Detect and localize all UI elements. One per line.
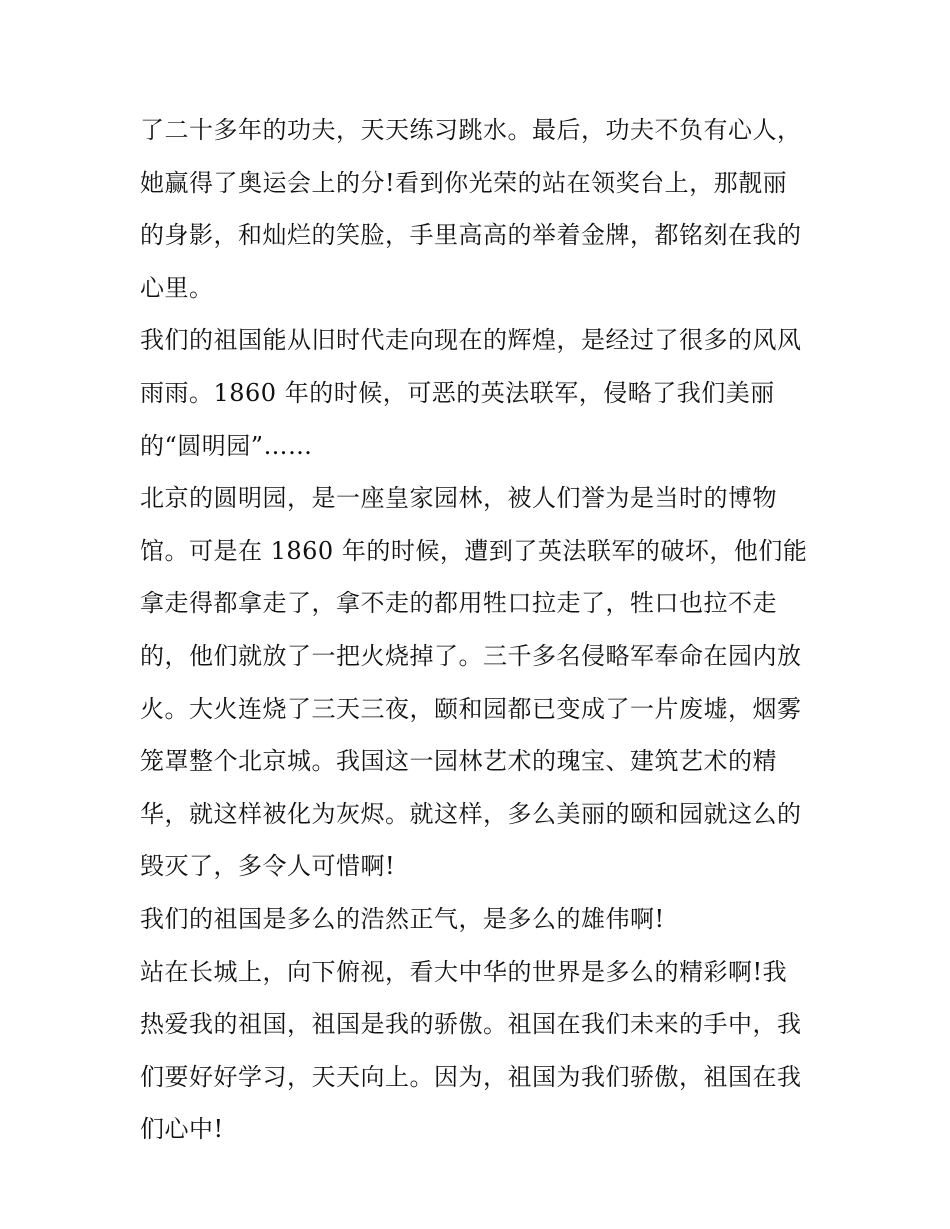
text-line: 拿走得都拿走了，拿不走的都用牲口拉走了，牲口也拉不走 — [140, 589, 777, 618]
text-line: 热爱我的祖国，祖国是我的骄傲。祖国在我们未来的手中，我 — [140, 1010, 802, 1039]
text-line: 她赢得了奥运会上的分!看到你光荣的站在领奖台上，那靓丽 — [140, 168, 788, 197]
text-line: 火。大火连烧了三天三夜，颐和园都已变成了一片废墟，烟雾 — [140, 694, 802, 723]
text-line: 的身影，和灿烂的笑脸，手里高高的举着金牌，都铭刻在我的 — [140, 221, 802, 250]
text-line: 毁灭了，多令人可惜啊! — [140, 852, 396, 881]
text-line: 笼罩整个北京城。我国这一园林艺术的瑰宝、建筑艺术的精 — [140, 747, 777, 776]
text-line: 馆。可是在 1860 年的时候，遭到了英法联军的破坏，他们能 — [140, 536, 808, 565]
essay-text — [140, 104, 820, 1156]
text-line: 我们的祖国能从旧时代走向现在的辉煌，是经过了很多的风风 — [140, 326, 802, 355]
text-line: 华，就这样被化为灰烬。就这样，多么美丽的颐和园就这么的 — [140, 799, 802, 828]
text-line: 我们的祖国是多么的浩然正气，是多么的雄伟啊! — [140, 904, 665, 933]
text-line: 心里。 — [140, 273, 214, 302]
text-line: 的“圆明园”…… — [140, 431, 313, 460]
text-line: 的，他们就放了一把火烧掉了。三千多名侵略军奉命在园内放 — [140, 641, 802, 670]
text-line: 雨雨。1860 年的时候，可恶的英法联军，侵略了我们美丽 — [140, 378, 775, 407]
text-line: 们要好好学习，天天向上。因为，祖国为我们骄傲，祖国在我 — [140, 1062, 802, 1091]
text-line: 站在长城上，向下俯视，看大中华的世界是多么的精彩啊!我 — [140, 957, 788, 986]
text-line: 了二十多年的功夫，天天练习跳水。最后，功夫不负有心人， — [140, 116, 802, 144]
text-line: 们心中! — [140, 1115, 224, 1144]
text-line: 北京的圆明园，是一座皇家园林，被人们誉为是当时的博物 — [140, 484, 777, 513]
